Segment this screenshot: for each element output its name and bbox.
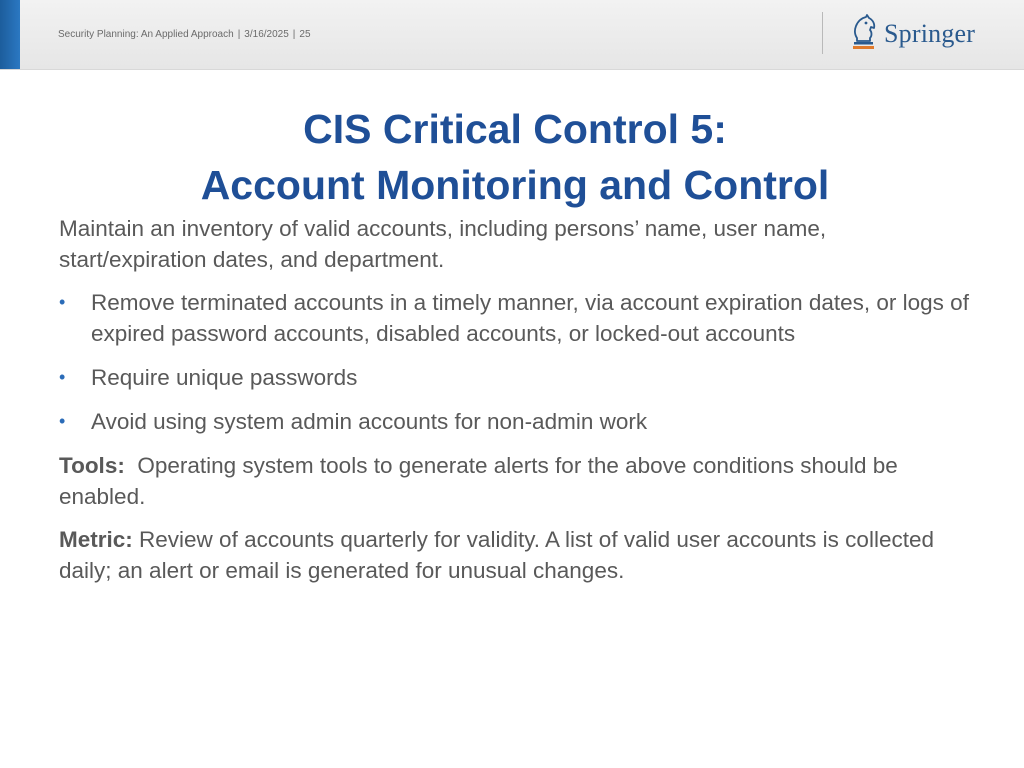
header-meta [58,29,311,40]
bullet-glyph: • [59,411,66,431]
separator: | [237,29,241,40]
bullet-glyph: • [59,367,66,387]
metric-paragraph [59,524,969,586]
slide-title [60,101,970,213]
title-line-2: Account Monitoring and Control [200,162,830,208]
list-item [59,362,969,393]
bullet-text: Avoid using system admin accounts for non-admin work [91,409,648,434]
slide-header [0,0,1024,70]
tools-text: Operating system tools to generate alerts for the above conditions should be enabled. [59,453,898,509]
list-item [59,406,969,437]
course-title: Security Planning: An Applied Approach [58,29,234,40]
springer-logo [849,14,981,54]
list-item [59,287,969,349]
title-line-1: CIS Critical Control 5: [303,106,727,152]
page-number: 25 [299,29,311,40]
bullet-glyph: • [59,292,66,312]
bullet-text: Require unique passwords [91,365,358,390]
slide-date: 3/16/2025 [244,29,289,40]
slide-body [59,213,969,598]
bullet-text: Remove terminated accounts in a timely manner, via account expiration dates, or logs of expired password accounts, disabled accounts, or locked-out accounts [91,290,969,346]
tools-label: Tools: [59,453,125,478]
metric-text: Review of accounts quarterly for validity. A list of valid user accounts is collected daily; an alert or email is generated for unusual changes. [59,527,934,583]
logo-text: Springer [884,19,976,48]
separator: | [292,29,296,40]
header-divider [822,12,823,54]
intro-paragraph: Maintain an inventory of valid accounts, including persons’ name, user name, start/expiration dates, and department. [59,216,827,272]
knight-chess-piece-icon [849,14,879,50]
tools-paragraph [59,450,969,512]
header-accent-bar [0,0,20,69]
bullet-list [59,287,969,437]
metric-label: Metric: [59,527,133,552]
